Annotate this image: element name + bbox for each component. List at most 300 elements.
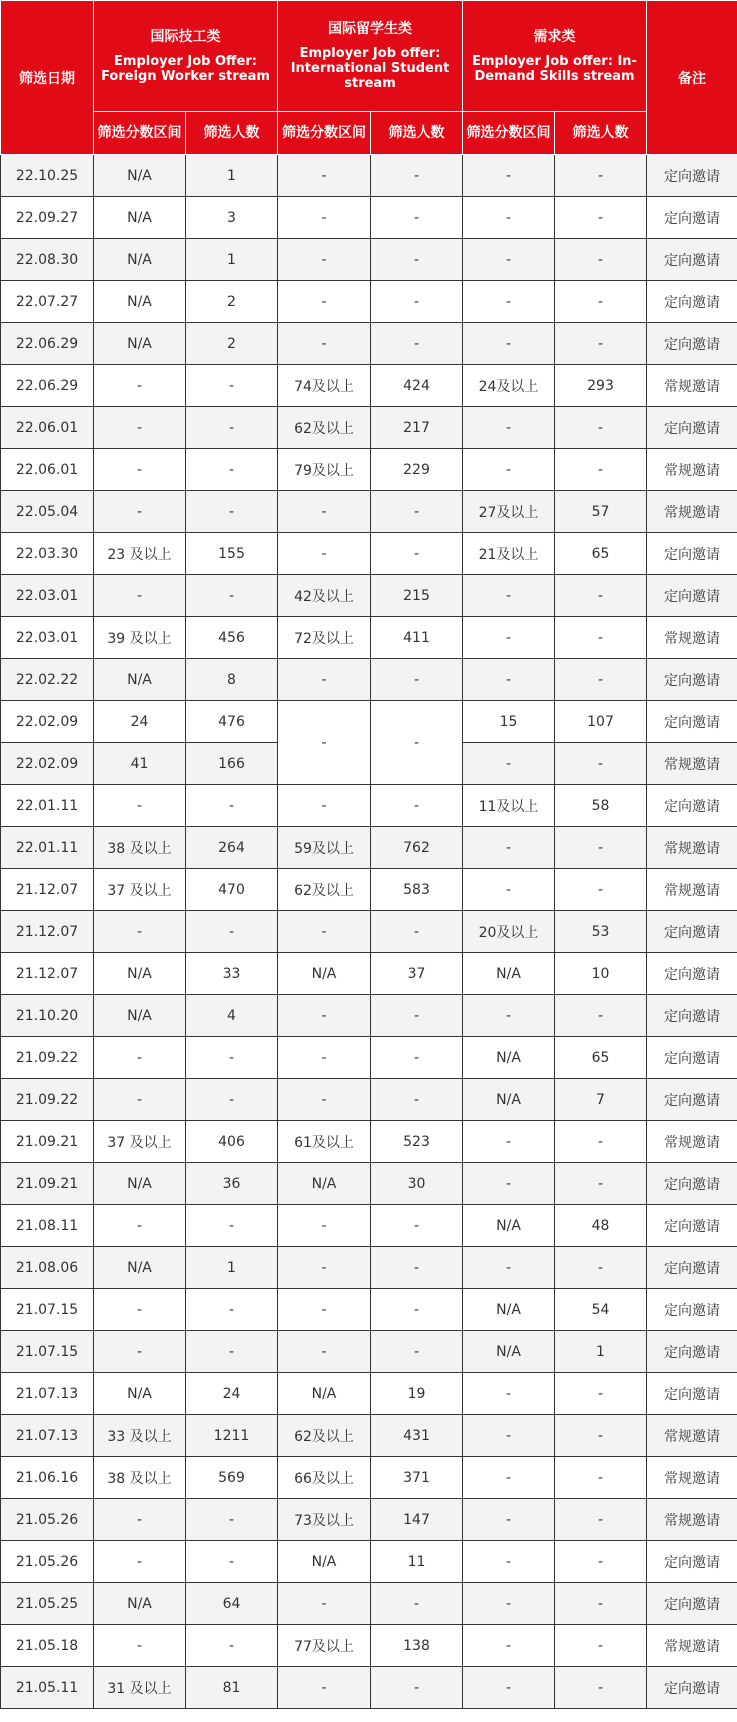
cell-remark: 定向邀请	[647, 1037, 737, 1079]
table-row	[1, 1667, 737, 1709]
cell-fw-count: 3	[186, 197, 278, 239]
cell-ids-count: -	[555, 1373, 647, 1415]
cell-ids-score: -	[463, 1541, 555, 1583]
cell-fw-score: N/A	[94, 155, 186, 197]
cell-is-score: -	[278, 659, 371, 701]
table-row	[1, 1625, 737, 1667]
cell-ids-score: -	[463, 1457, 555, 1499]
cell-is-score: -	[278, 491, 371, 533]
table-row	[1, 1499, 737, 1541]
cell-date: 22.06.01	[1, 449, 94, 491]
cell-is-score: -	[278, 239, 371, 281]
cell-fw-score: -	[94, 785, 186, 827]
cell-ids-score: -	[463, 869, 555, 911]
cell-ids-score: -	[463, 575, 555, 617]
cell-fw-count: 81	[186, 1667, 278, 1709]
cell-remark: 常规邀请	[647, 869, 737, 911]
cell-ids-score: -	[463, 449, 555, 491]
table-row	[1, 1205, 737, 1247]
cell-ids-score: -	[463, 281, 555, 323]
cell-fw-score: 41	[94, 743, 186, 785]
cell-fw-score: -	[94, 911, 186, 953]
cell-remark: 定向邀请	[647, 995, 737, 1037]
cell-ids-count: 57	[555, 491, 647, 533]
cell-ids-score: -	[463, 1625, 555, 1667]
cell-fw-count: 166	[186, 743, 278, 785]
table-row	[1, 1331, 737, 1373]
cell-date: 21.05.18	[1, 1625, 94, 1667]
cell-is-score: 61及以上	[278, 1121, 371, 1163]
table-row	[1, 239, 737, 281]
cell-is-score: -	[278, 323, 371, 365]
cell-fw-count: -	[186, 407, 278, 449]
cell-fw-count: 4	[186, 995, 278, 1037]
cell-ids-score: -	[463, 617, 555, 659]
cell-is-score: -	[278, 155, 371, 197]
cell-ids-score: -	[463, 1415, 555, 1457]
cell-fw-score: N/A	[94, 197, 186, 239]
cell-fw-count: 33	[186, 953, 278, 995]
cell-is-score: 62及以上	[278, 869, 371, 911]
table-row	[1, 1415, 737, 1457]
cell-is-score: -	[278, 701, 371, 785]
cell-ids-score: -	[463, 239, 555, 281]
cell-ids-count: -	[555, 1583, 647, 1625]
table-row	[1, 197, 737, 239]
cell-date: 21.07.13	[1, 1373, 94, 1415]
cell-fw-count: -	[186, 1037, 278, 1079]
cell-fw-score: N/A	[94, 1373, 186, 1415]
cell-is-count: 371	[371, 1457, 463, 1499]
cell-date: 22.02.22	[1, 659, 94, 701]
cell-fw-score: -	[94, 449, 186, 491]
cell-is-count: -	[371, 1247, 463, 1289]
cell-fw-count: -	[186, 1541, 278, 1583]
cell-ids-score: -	[463, 155, 555, 197]
cell-is-score: -	[278, 1667, 371, 1709]
table-body	[1, 155, 737, 1709]
cell-remark: 定向邀请	[647, 1079, 737, 1121]
cell-fw-score: 39 及以上	[94, 617, 186, 659]
cell-is-count: -	[371, 659, 463, 701]
cell-ids-count: 65	[555, 533, 647, 575]
cell-is-score: 72及以上	[278, 617, 371, 659]
table-row	[1, 323, 737, 365]
cell-ids-score: N/A	[463, 1079, 555, 1121]
cell-date: 22.05.04	[1, 491, 94, 533]
table-row	[1, 1037, 737, 1079]
cell-is-score: 62及以上	[278, 407, 371, 449]
cell-ids-count: -	[555, 1163, 647, 1205]
cell-date: 22.06.29	[1, 323, 94, 365]
table-row	[1, 701, 737, 743]
cell-fw-score: N/A	[94, 1583, 186, 1625]
table-row	[1, 491, 737, 533]
cell-ids-score: -	[463, 1373, 555, 1415]
cell-is-score: 66及以上	[278, 1457, 371, 1499]
cell-is-count: -	[371, 1667, 463, 1709]
cell-date: 21.09.22	[1, 1037, 94, 1079]
cell-fw-score: 24	[94, 701, 186, 743]
cell-remark: 常规邀请	[647, 1625, 737, 1667]
table-row	[1, 449, 737, 491]
cell-date: 21.09.22	[1, 1079, 94, 1121]
cell-is-count: -	[371, 995, 463, 1037]
cell-is-score: -	[278, 1247, 371, 1289]
table-row	[1, 533, 737, 575]
cell-date: 21.08.06	[1, 1247, 94, 1289]
cell-ids-count: 293	[555, 365, 647, 407]
cell-ids-count: 107	[555, 701, 647, 743]
cell-ids-count: -	[555, 659, 647, 701]
cell-fw-count: 8	[186, 659, 278, 701]
cell-ids-count: -	[555, 197, 647, 239]
cell-fw-score: -	[94, 1331, 186, 1373]
cell-fw-score: -	[94, 1499, 186, 1541]
table-row	[1, 1247, 737, 1289]
cell-is-score: N/A	[278, 953, 371, 995]
cell-fw-count: 2	[186, 323, 278, 365]
cell-fw-count: 36	[186, 1163, 278, 1205]
cell-remark: 定向邀请	[647, 1289, 737, 1331]
header-remark: 备注	[647, 1, 737, 155]
cell-is-count: -	[371, 323, 463, 365]
cell-ids-score: -	[463, 827, 555, 869]
cell-date: 22.09.27	[1, 197, 94, 239]
cell-fw-count: 24	[186, 1373, 278, 1415]
cell-remark: 定向邀请	[647, 701, 737, 743]
cell-fw-score: N/A	[94, 995, 186, 1037]
cell-is-score: -	[278, 1037, 371, 1079]
cell-ids-score: N/A	[463, 1331, 555, 1373]
cell-is-score: -	[278, 995, 371, 1037]
cell-ids-count: -	[555, 155, 647, 197]
cell-is-count: -	[371, 155, 463, 197]
cell-fw-score: 23 及以上	[94, 533, 186, 575]
cell-date: 22.06.01	[1, 407, 94, 449]
cell-fw-score: 33 及以上	[94, 1415, 186, 1457]
cell-is-count: -	[371, 1583, 463, 1625]
cell-remark: 常规邀请	[647, 743, 737, 785]
table-row	[1, 617, 737, 659]
table-row	[1, 1457, 737, 1499]
table-row	[1, 155, 737, 197]
cell-ids-score: N/A	[463, 953, 555, 995]
cell-fw-score: 38 及以上	[94, 827, 186, 869]
cell-date: 22.10.25	[1, 155, 94, 197]
cell-fw-score: -	[94, 407, 186, 449]
cell-fw-count: 1	[186, 239, 278, 281]
table-row	[1, 911, 737, 953]
cell-fw-score: -	[94, 1625, 186, 1667]
cell-date: 21.12.07	[1, 911, 94, 953]
cell-remark: 定向邀请	[647, 1205, 737, 1247]
cell-fw-score: -	[94, 1541, 186, 1583]
cell-date: 22.02.09	[1, 743, 94, 785]
cell-ids-count: -	[555, 1247, 647, 1289]
cell-ids-count: -	[555, 1667, 647, 1709]
header-date: 筛选日期	[1, 1, 94, 155]
cell-fw-count: 2	[186, 281, 278, 323]
cell-fw-score: -	[94, 575, 186, 617]
cell-remark: 定向邀请	[647, 1667, 737, 1709]
cell-is-count: -	[371, 701, 463, 785]
cell-ids-score: -	[463, 1667, 555, 1709]
cell-fw-count: -	[186, 491, 278, 533]
cell-ids-score: 24及以上	[463, 365, 555, 407]
header-score-range: 筛选分数区间	[278, 112, 371, 155]
cell-is-count: -	[371, 1289, 463, 1331]
group-title-en: Employer Job Offer: Foreign Worker stream	[101, 53, 270, 84]
cell-fw-count: 155	[186, 533, 278, 575]
cell-fw-score: 38 及以上	[94, 1457, 186, 1499]
cell-date: 21.05.11	[1, 1667, 94, 1709]
header-group-international-student	[278, 1, 463, 112]
cell-date: 22.07.27	[1, 281, 94, 323]
cell-is-score: 42及以上	[278, 575, 371, 617]
cell-is-count: 215	[371, 575, 463, 617]
cell-fw-score: -	[94, 1205, 186, 1247]
cell-is-count: -	[371, 1079, 463, 1121]
cell-remark: 常规邀请	[647, 1499, 737, 1541]
cell-remark: 定向邀请	[647, 281, 737, 323]
cell-remark: 常规邀请	[647, 827, 737, 869]
cell-remark: 定向邀请	[647, 659, 737, 701]
table-row	[1, 1373, 737, 1415]
cell-ids-count: -	[555, 1121, 647, 1163]
cell-fw-count: 476	[186, 701, 278, 743]
cell-is-count: -	[371, 1037, 463, 1079]
table-row	[1, 281, 737, 323]
header-group-foreign-worker	[94, 1, 278, 112]
header-count: 筛选人数	[555, 112, 647, 155]
cell-remark: 常规邀请	[647, 449, 737, 491]
cell-date: 22.06.29	[1, 365, 94, 407]
cell-ids-score: -	[463, 323, 555, 365]
cell-fw-score: -	[94, 1289, 186, 1331]
cell-fw-score: N/A	[94, 1163, 186, 1205]
cell-fw-count: -	[186, 1289, 278, 1331]
cell-fw-count: 569	[186, 1457, 278, 1499]
table-row	[1, 1583, 737, 1625]
cell-ids-score: 20及以上	[463, 911, 555, 953]
cell-fw-score: N/A	[94, 323, 186, 365]
cell-fw-count: -	[186, 1079, 278, 1121]
cell-ids-count: 7	[555, 1079, 647, 1121]
cell-remark: 定向邀请	[647, 1247, 737, 1289]
cell-date: 22.01.11	[1, 785, 94, 827]
cell-is-score: -	[278, 1289, 371, 1331]
cell-ids-count: -	[555, 575, 647, 617]
cell-date: 22.08.30	[1, 239, 94, 281]
cell-is-count: -	[371, 281, 463, 323]
cell-fw-count: -	[186, 1331, 278, 1373]
cell-date: 21.08.11	[1, 1205, 94, 1247]
cell-remark: 定向邀请	[647, 953, 737, 995]
cell-fw-score: 31 及以上	[94, 1667, 186, 1709]
cell-fw-score: N/A	[94, 953, 186, 995]
table-row	[1, 1541, 737, 1583]
cell-ids-count: -	[555, 1625, 647, 1667]
cell-fw-count: -	[186, 575, 278, 617]
cell-remark: 定向邀请	[647, 1541, 737, 1583]
cell-ids-count: -	[555, 827, 647, 869]
cell-is-count: -	[371, 197, 463, 239]
cell-ids-score: N/A	[463, 1037, 555, 1079]
cell-fw-score: -	[94, 1079, 186, 1121]
cell-ids-count: -	[555, 449, 647, 491]
cell-fw-count: -	[186, 911, 278, 953]
cell-is-count: 411	[371, 617, 463, 659]
cell-is-count: -	[371, 1205, 463, 1247]
cell-ids-count: 53	[555, 911, 647, 953]
cell-date: 21.10.20	[1, 995, 94, 1037]
cell-fw-count: 406	[186, 1121, 278, 1163]
cell-ids-count: -	[555, 1541, 647, 1583]
cell-is-count: 229	[371, 449, 463, 491]
cell-is-count: 762	[371, 827, 463, 869]
cell-fw-count: 1211	[186, 1415, 278, 1457]
cell-is-score: 74及以上	[278, 365, 371, 407]
cell-fw-count: 456	[186, 617, 278, 659]
cell-remark: 常规邀请	[647, 365, 737, 407]
cell-ids-score: N/A	[463, 1205, 555, 1247]
cell-is-score: -	[278, 1079, 371, 1121]
header-count: 筛选人数	[371, 112, 463, 155]
cell-fw-count: 64	[186, 1583, 278, 1625]
cell-fw-score: N/A	[94, 239, 186, 281]
cell-fw-count: -	[186, 365, 278, 407]
table-row	[1, 827, 737, 869]
header-score-range: 筛选分数区间	[94, 112, 186, 155]
header-group-in-demand	[463, 1, 647, 112]
cell-date: 22.03.30	[1, 533, 94, 575]
table-row	[1, 1289, 737, 1331]
cell-ids-count: -	[555, 407, 647, 449]
cell-remark: 定向邀请	[647, 1373, 737, 1415]
cell-is-count: -	[371, 533, 463, 575]
cell-ids-score: 11及以上	[463, 785, 555, 827]
group-title-en: Employer Job offer: International Student stream	[290, 46, 450, 91]
table-row	[1, 407, 737, 449]
group-title-cn: 国际技工类	[150, 28, 221, 45]
cell-is-score: -	[278, 911, 371, 953]
cell-remark: 常规邀请	[647, 617, 737, 659]
cell-date: 22.03.01	[1, 575, 94, 617]
cell-is-count: -	[371, 911, 463, 953]
table-header	[1, 1, 737, 155]
header-count: 筛选人数	[186, 112, 278, 155]
cell-is-score: -	[278, 533, 371, 575]
cell-is-count: 138	[371, 1625, 463, 1667]
cell-ids-score: -	[463, 1583, 555, 1625]
cell-date: 21.12.07	[1, 953, 94, 995]
table-row	[1, 1079, 737, 1121]
cell-ids-count: 65	[555, 1037, 647, 1079]
cell-ids-score: -	[463, 995, 555, 1037]
cell-is-count: 37	[371, 953, 463, 995]
cell-is-count: -	[371, 1331, 463, 1373]
table-row	[1, 869, 737, 911]
cell-is-count: -	[371, 239, 463, 281]
cell-date: 22.01.11	[1, 827, 94, 869]
cell-fw-score: -	[94, 491, 186, 533]
table-row	[1, 953, 737, 995]
cell-is-count: 431	[371, 1415, 463, 1457]
cell-ids-score: 27及以上	[463, 491, 555, 533]
group-title-en: Employer Job offer: In-Demand Skills stream	[472, 53, 637, 84]
cell-ids-count: -	[555, 617, 647, 659]
cell-ids-count: 58	[555, 785, 647, 827]
cell-ids-count: -	[555, 995, 647, 1037]
cell-ids-score: 21及以上	[463, 533, 555, 575]
cell-is-score: -	[278, 281, 371, 323]
cell-fw-count: 1	[186, 1247, 278, 1289]
cell-ids-count: -	[555, 1457, 647, 1499]
cell-ids-score: -	[463, 197, 555, 239]
cell-remark: 定向邀请	[647, 323, 737, 365]
group-title-cn: 需求类	[533, 28, 576, 45]
table-row	[1, 995, 737, 1037]
cell-remark: 定向邀请	[647, 197, 737, 239]
cell-fw-count: -	[186, 1205, 278, 1247]
cell-is-score: N/A	[278, 1541, 371, 1583]
cell-ids-score: -	[463, 743, 555, 785]
cell-is-score: 77及以上	[278, 1625, 371, 1667]
cell-is-score: -	[278, 785, 371, 827]
cell-fw-score: 37 及以上	[94, 869, 186, 911]
cell-is-score: -	[278, 197, 371, 239]
cell-is-score: 73及以上	[278, 1499, 371, 1541]
cell-fw-count: -	[186, 449, 278, 491]
cell-remark: 定向邀请	[647, 407, 737, 449]
cell-is-count: 217	[371, 407, 463, 449]
cell-remark: 定向邀请	[647, 1163, 737, 1205]
cell-fw-score: -	[94, 365, 186, 407]
cell-date: 22.02.09	[1, 701, 94, 743]
cell-fw-count: -	[186, 785, 278, 827]
cell-is-score: -	[278, 1331, 371, 1373]
table-row	[1, 1121, 737, 1163]
cell-ids-score: -	[463, 1121, 555, 1163]
cell-is-score: 79及以上	[278, 449, 371, 491]
table-row	[1, 659, 737, 701]
cell-fw-count: 1	[186, 155, 278, 197]
cell-ids-count: 48	[555, 1205, 647, 1247]
cell-remark: 定向邀请	[647, 1583, 737, 1625]
cell-is-count: 30	[371, 1163, 463, 1205]
cell-fw-score: N/A	[94, 659, 186, 701]
cell-ids-score: -	[463, 1247, 555, 1289]
cell-ids-count: -	[555, 869, 647, 911]
cell-is-score: 62及以上	[278, 1415, 371, 1457]
cell-remark: 定向邀请	[647, 575, 737, 617]
cell-fw-score: 37 及以上	[94, 1121, 186, 1163]
cell-date: 21.12.07	[1, 869, 94, 911]
cell-remark: 定向邀请	[647, 533, 737, 575]
cell-remark: 定向邀请	[647, 155, 737, 197]
cell-date: 21.07.15	[1, 1331, 94, 1373]
cell-is-score: -	[278, 1583, 371, 1625]
cell-ids-count: -	[555, 1415, 647, 1457]
cell-fw-count: 264	[186, 827, 278, 869]
cell-fw-count: -	[186, 1499, 278, 1541]
cell-remark: 常规邀请	[647, 1415, 737, 1457]
cell-remark: 常规邀请	[647, 1457, 737, 1499]
cell-date: 21.05.25	[1, 1583, 94, 1625]
cell-is-score: N/A	[278, 1163, 371, 1205]
cell-remark: 定向邀请	[647, 1331, 737, 1373]
